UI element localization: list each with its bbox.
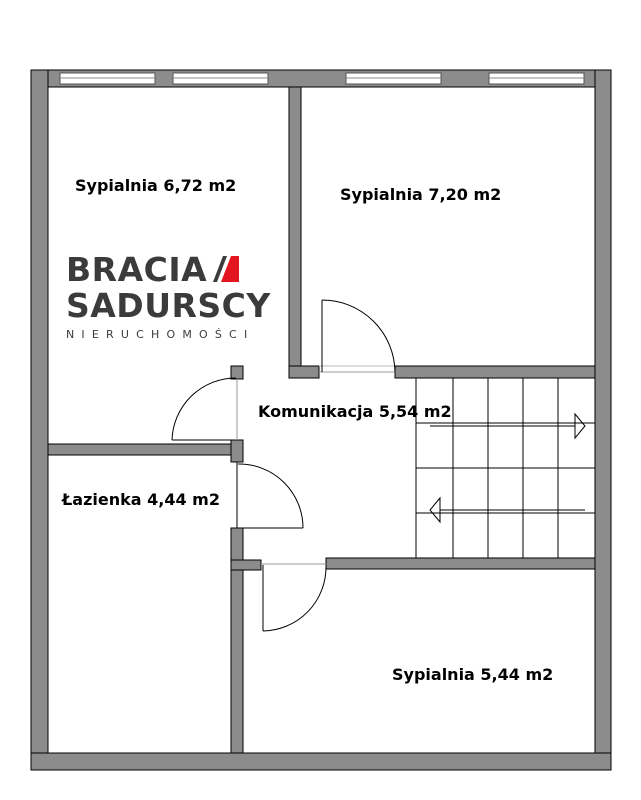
brand-logo [66,252,276,341]
logo-line-2: SADURSCY [66,286,271,325]
wall-bottom [31,753,611,770]
wall-left-upper [231,366,243,379]
wall-hall-top-mid [289,366,319,378]
wall-bottom-right [326,558,595,569]
room-label-bedroom-3: Sypialnia 5,44 m2 [392,665,554,684]
wall-bath-top [48,444,243,455]
logo-line-1: BRACIA [66,250,208,289]
wall-bedroom-divider [289,87,301,372]
arrow-right-icon [575,414,585,438]
wall-left-mid [231,440,243,462]
room-label-hallway: Komunikacja 5,54 m2 [258,402,452,421]
wall-right [595,70,611,770]
wall-hall-top-right [395,366,595,378]
arrow-left-icon [430,498,440,522]
wall-left [31,70,48,770]
wall-bottom-left [231,560,261,570]
room-label-bedroom-2: Sypialnia 7,20 m2 [340,185,502,204]
logo-tagline: NIERUCHOMOŚCI [66,328,255,341]
room-label-bathroom: Łazienka 4,44 m2 [62,490,220,509]
logo-mark-icon [209,256,239,282]
room-label-bedroom-1: Sypialnia 6,72 m2 [75,176,237,195]
doors [172,300,395,631]
